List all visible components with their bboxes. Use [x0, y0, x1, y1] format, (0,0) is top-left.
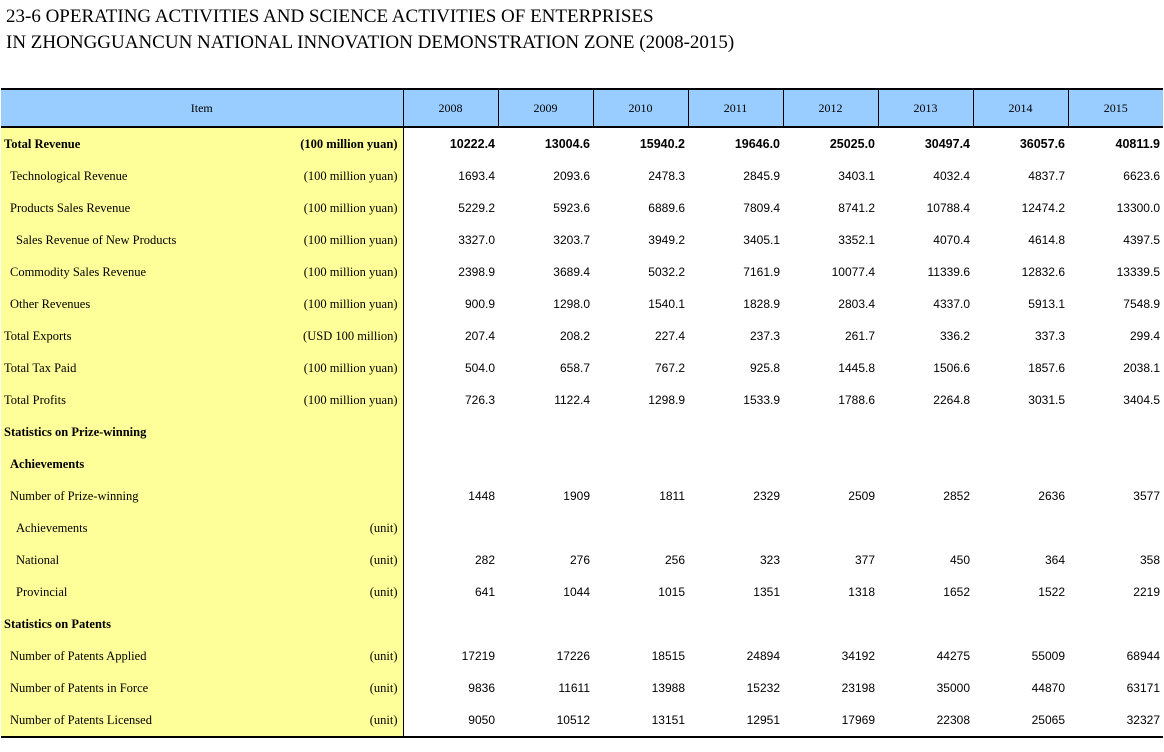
table-header-row: [1, 89, 1163, 127]
table-row: [1, 544, 1163, 576]
value-cell: [878, 416, 973, 448]
value-cell: 767.2: [654, 361, 685, 375]
value-cell: [498, 608, 593, 640]
value-cell: 63171: [1126, 681, 1160, 695]
column-header-year: 2015: [1068, 89, 1163, 127]
value-cell: 208.2: [559, 329, 590, 343]
value-cell: 10222.4: [403, 127, 498, 160]
value-cell: [973, 416, 1068, 448]
value-cell: 17226: [556, 649, 590, 663]
row-unit: (unit): [369, 648, 398, 663]
column-header-item: Item: [1, 89, 403, 127]
table-row: [1, 127, 1163, 160]
value-cell: 5032.2: [648, 265, 685, 279]
column-header-year: 2009: [498, 89, 593, 127]
value-cell: [973, 448, 1068, 480]
row-label: Number of Patents Licensed: [10, 712, 152, 727]
row-item-cell: [1, 640, 403, 672]
value-cell: 10788.4: [926, 201, 970, 215]
column-header-year: 2011: [688, 89, 783, 127]
value-cell: [878, 448, 973, 480]
value-cell: 237.3: [749, 329, 780, 343]
value-cell: [1068, 512, 1163, 544]
value-cell: 5923.6: [553, 201, 590, 215]
value-cell: 12951: [688, 704, 783, 737]
row-item-cell: [1, 576, 403, 608]
row-item-cell: [1, 512, 403, 544]
value-cell: [688, 448, 783, 480]
row-label: Achievements: [16, 520, 88, 535]
row-unit: (100 million yuan): [303, 232, 398, 247]
value-cell: 1788.6: [838, 393, 875, 407]
value-cell: 44870: [1031, 681, 1065, 695]
value-cell: 32327: [1068, 704, 1163, 737]
value-cell: 2264.8: [933, 393, 970, 407]
row-item-cell: [1, 608, 403, 640]
value-cell: 55009: [1031, 649, 1065, 663]
value-cell: 2219: [1133, 585, 1160, 599]
table-row: [1, 224, 1163, 256]
value-cell: 3405.1: [743, 233, 780, 247]
row-item-cell: [1, 352, 403, 384]
value-cell: 34192: [841, 649, 875, 663]
value-cell: 1044: [563, 585, 590, 599]
value-cell: 3949.2: [648, 233, 685, 247]
table-row: [1, 704, 1163, 737]
table-row: [1, 480, 1163, 512]
row-item-cell: [1, 320, 403, 352]
value-cell: 2509: [848, 489, 875, 503]
value-cell: 19646.0: [734, 137, 780, 151]
row-unit: (unit): [369, 712, 398, 727]
column-header-year: 2013: [878, 89, 973, 127]
value-cell: 25025.0: [829, 137, 875, 151]
value-cell: 450: [949, 553, 970, 567]
row-item-cell: [1, 544, 403, 576]
value-cell: 15232: [746, 681, 780, 695]
value-cell: 4837.7: [1028, 169, 1065, 183]
row-label: Commodity Sales Revenue: [10, 264, 147, 279]
row-unit: (100 million yuan): [303, 264, 398, 279]
value-cell: [783, 416, 878, 448]
row-item-cell: [1, 384, 403, 416]
value-cell: 2478.3: [648, 169, 685, 183]
value-cell: 658.7: [559, 361, 590, 375]
row-unit: (USD 100 million): [303, 328, 398, 343]
value-cell: [593, 448, 688, 480]
value-cell: 1318: [848, 585, 875, 599]
row-item-cell: [1, 256, 403, 288]
value-cell: 35000: [936, 681, 970, 695]
value-cell: 377: [854, 553, 875, 567]
row-unit: (100 million yuan): [303, 168, 398, 183]
value-cell: 3689.4: [553, 265, 590, 279]
table-row: [1, 640, 1163, 672]
table-row: [1, 672, 1163, 704]
value-cell: 299.4: [1129, 329, 1160, 343]
value-cell: 3404.5: [1123, 393, 1160, 407]
table-row: [1, 608, 1163, 640]
value-cell: 261.7: [844, 329, 875, 343]
value-cell: [973, 512, 1068, 544]
value-cell: 11339.6: [927, 265, 970, 279]
value-cell: 12832.6: [1021, 265, 1065, 279]
row-unit: (100 million yuan): [303, 392, 398, 407]
value-cell: 726.3: [403, 384, 498, 416]
value-cell: [783, 512, 878, 544]
value-cell: 336.2: [939, 329, 970, 343]
value-cell: 8741.2: [838, 201, 875, 215]
value-cell: [593, 416, 688, 448]
value-cell: 7809.4: [743, 201, 780, 215]
table-body: [1, 127, 1163, 737]
value-cell: [403, 608, 498, 640]
row-item-cell: [1, 192, 403, 224]
value-cell: 1351: [753, 585, 780, 599]
value-cell: 900.9: [403, 288, 498, 320]
column-header-year: 2012: [783, 89, 878, 127]
value-cell: 6889.6: [648, 201, 685, 215]
table-row: [1, 448, 1163, 480]
value-cell: 1015: [658, 585, 685, 599]
value-cell: 337.3: [1034, 329, 1065, 343]
value-cell: [783, 608, 878, 640]
value-cell: 1122.4: [554, 393, 590, 407]
value-cell: 3577: [1133, 489, 1160, 503]
column-header-year: 2010: [593, 89, 688, 127]
value-cell: 68944: [1126, 649, 1160, 663]
table-row: [1, 384, 1163, 416]
value-cell: 2852: [943, 489, 970, 503]
value-cell: [593, 512, 688, 544]
value-cell: 44275: [936, 649, 970, 663]
value-cell: 7161.9: [743, 265, 780, 279]
row-item-cell: [1, 416, 403, 448]
column-header-year: 2014: [973, 89, 1068, 127]
table-row: [1, 288, 1163, 320]
value-cell: [783, 448, 878, 480]
value-cell: [403, 416, 498, 448]
value-cell: [403, 448, 498, 480]
table-row: [1, 576, 1163, 608]
value-cell: 3203.7: [553, 233, 590, 247]
value-cell: 4032.4: [933, 169, 970, 183]
value-cell: 13339.5: [1116, 265, 1160, 279]
row-item-cell: [1, 704, 403, 737]
table-row: [1, 160, 1163, 192]
row-label: Technological Revenue: [10, 168, 128, 183]
value-cell: 282: [403, 544, 498, 576]
table-row: [1, 352, 1163, 384]
row-label: Number of Patents Applied: [10, 648, 147, 663]
value-cell: 1811: [659, 489, 685, 503]
value-cell: 4397.5: [1123, 233, 1160, 247]
value-cell: 12474.2: [1021, 201, 1065, 215]
value-cell: 24894: [746, 649, 780, 663]
value-cell: 13151: [593, 704, 688, 737]
value-cell: [593, 608, 688, 640]
row-label: Number of Patents in Force: [10, 680, 149, 695]
value-cell: 17969: [783, 704, 878, 737]
value-cell: 1506.6: [933, 361, 970, 375]
column-header-year: 2008: [403, 89, 498, 127]
value-cell: 5913.1: [1028, 297, 1065, 311]
value-cell: 1298.9: [648, 393, 685, 407]
row-label: Products Sales Revenue: [10, 200, 131, 215]
value-cell: [403, 512, 498, 544]
statistics-table: [1, 88, 1163, 738]
value-cell: 1298.0: [553, 297, 590, 311]
value-cell: 364: [1044, 553, 1065, 567]
value-cell: 10077.4: [831, 265, 875, 279]
value-cell: 6623.6: [1123, 169, 1160, 183]
value-cell: 30497.4: [924, 137, 970, 151]
row-item-cell: [1, 127, 403, 160]
value-cell: 1693.4: [403, 160, 498, 192]
row-label: Achievements: [10, 456, 85, 471]
value-cell: 3327.0: [403, 224, 498, 256]
row-unit: (unit): [369, 584, 398, 599]
value-cell: 3403.1: [838, 169, 875, 183]
value-cell: 25065: [973, 704, 1068, 737]
table-row: [1, 256, 1163, 288]
value-cell: 323: [759, 553, 780, 567]
value-cell: 2845.9: [743, 169, 780, 183]
value-cell: [1068, 416, 1163, 448]
value-cell: 10512: [498, 704, 593, 737]
value-cell: 925.8: [749, 361, 780, 375]
value-cell: 18515: [651, 649, 685, 663]
value-cell: [688, 416, 783, 448]
value-cell: 1445.8: [838, 361, 875, 375]
value-cell: 13988: [651, 681, 685, 695]
row-item-cell: [1, 672, 403, 704]
value-cell: 1857.6: [1028, 361, 1065, 375]
row-unit: (100 million yuan): [300, 136, 398, 151]
value-cell: 1909: [563, 489, 590, 503]
value-cell: [1068, 608, 1163, 640]
value-cell: 13004.6: [544, 137, 590, 151]
row-item-cell: [1, 224, 403, 256]
table-row: [1, 320, 1163, 352]
value-cell: 9050: [403, 704, 498, 737]
value-cell: 9836: [403, 672, 498, 704]
title-line-2: IN ZHONGGUANCUN NATIONAL INNOVATION DEMONSTRATION ZONE (2008-2015): [6, 32, 735, 53]
row-label: Sales Revenue of New Products: [16, 232, 177, 247]
value-cell: 207.4: [403, 320, 498, 352]
value-cell: 36057.6: [1019, 137, 1065, 151]
row-item-cell: [1, 160, 403, 192]
value-cell: 227.4: [654, 329, 685, 343]
value-cell: [688, 608, 783, 640]
page-title: [6, 4, 1156, 56]
row-label: Total Tax Paid: [4, 360, 77, 375]
value-cell: [498, 512, 593, 544]
value-cell: 3352.1: [838, 233, 875, 247]
value-cell: 5229.2: [403, 192, 498, 224]
value-cell: 17219: [403, 640, 498, 672]
row-item-cell: [1, 288, 403, 320]
value-cell: 23198: [841, 681, 875, 695]
value-cell: 2398.9: [403, 256, 498, 288]
row-unit: (100 million yuan): [303, 200, 398, 215]
value-cell: 276: [569, 553, 590, 567]
row-item-cell: [1, 480, 403, 512]
value-cell: 22308: [878, 704, 973, 737]
row-unit: (100 million yuan): [303, 360, 398, 375]
value-cell: 1652: [943, 585, 970, 599]
title-line-1: 23-6 OPERATING ACTIVITIES AND SCIENCE ACTIVITIES OF ENTERPRISES: [6, 6, 654, 27]
value-cell: [498, 416, 593, 448]
value-cell: 1448: [403, 480, 498, 512]
value-cell: 1828.9: [743, 297, 780, 311]
row-label: Total Profits: [4, 392, 66, 407]
row-label: Statistics on Patents: [4, 616, 111, 631]
value-cell: 1540.1: [648, 297, 685, 311]
value-cell: 504.0: [403, 352, 498, 384]
value-cell: 3031.5: [1028, 393, 1065, 407]
value-cell: 11611: [558, 681, 590, 695]
value-cell: 40811.9: [1115, 137, 1160, 151]
row-label: Number of Prize-winning: [10, 488, 139, 503]
value-cell: 4614.8: [1028, 233, 1065, 247]
value-cell: [688, 512, 783, 544]
row-label: Other Revenues: [10, 296, 91, 311]
row-item-cell: [1, 448, 403, 480]
row-label: National: [16, 552, 60, 567]
value-cell: 15940.2: [639, 137, 685, 151]
table-row: [1, 512, 1163, 544]
row-unit: (unit): [369, 680, 398, 695]
value-cell: 2093.6: [553, 169, 590, 183]
value-cell: 2329: [753, 489, 780, 503]
row-label: Total Exports: [4, 328, 72, 343]
value-cell: [878, 512, 973, 544]
value-cell: 358: [1139, 553, 1160, 567]
row-unit: (unit): [369, 552, 398, 567]
row-unit: (unit): [369, 520, 398, 535]
value-cell: 1533.9: [743, 393, 780, 407]
value-cell: 2038.1: [1123, 361, 1160, 375]
row-label: Provincial: [16, 584, 68, 599]
value-cell: 256: [664, 553, 685, 567]
value-cell: 2636: [1038, 489, 1065, 503]
value-cell: 641: [403, 576, 498, 608]
value-cell: 2803.4: [838, 297, 875, 311]
value-cell: [973, 608, 1068, 640]
table-row: [1, 416, 1163, 448]
value-cell: [878, 608, 973, 640]
value-cell: 4070.4: [933, 233, 970, 247]
row-label: Statistics on Prize-winning: [4, 424, 147, 439]
value-cell: 13300.0: [1116, 201, 1160, 215]
value-cell: 4337.0: [933, 297, 970, 311]
value-cell: 1522: [1038, 585, 1065, 599]
table-row: [1, 192, 1163, 224]
row-unit: (100 million yuan): [303, 296, 398, 311]
value-cell: [498, 448, 593, 480]
value-cell: 7548.9: [1123, 297, 1160, 311]
value-cell: [1068, 448, 1163, 480]
row-label: Total Revenue: [4, 136, 81, 151]
